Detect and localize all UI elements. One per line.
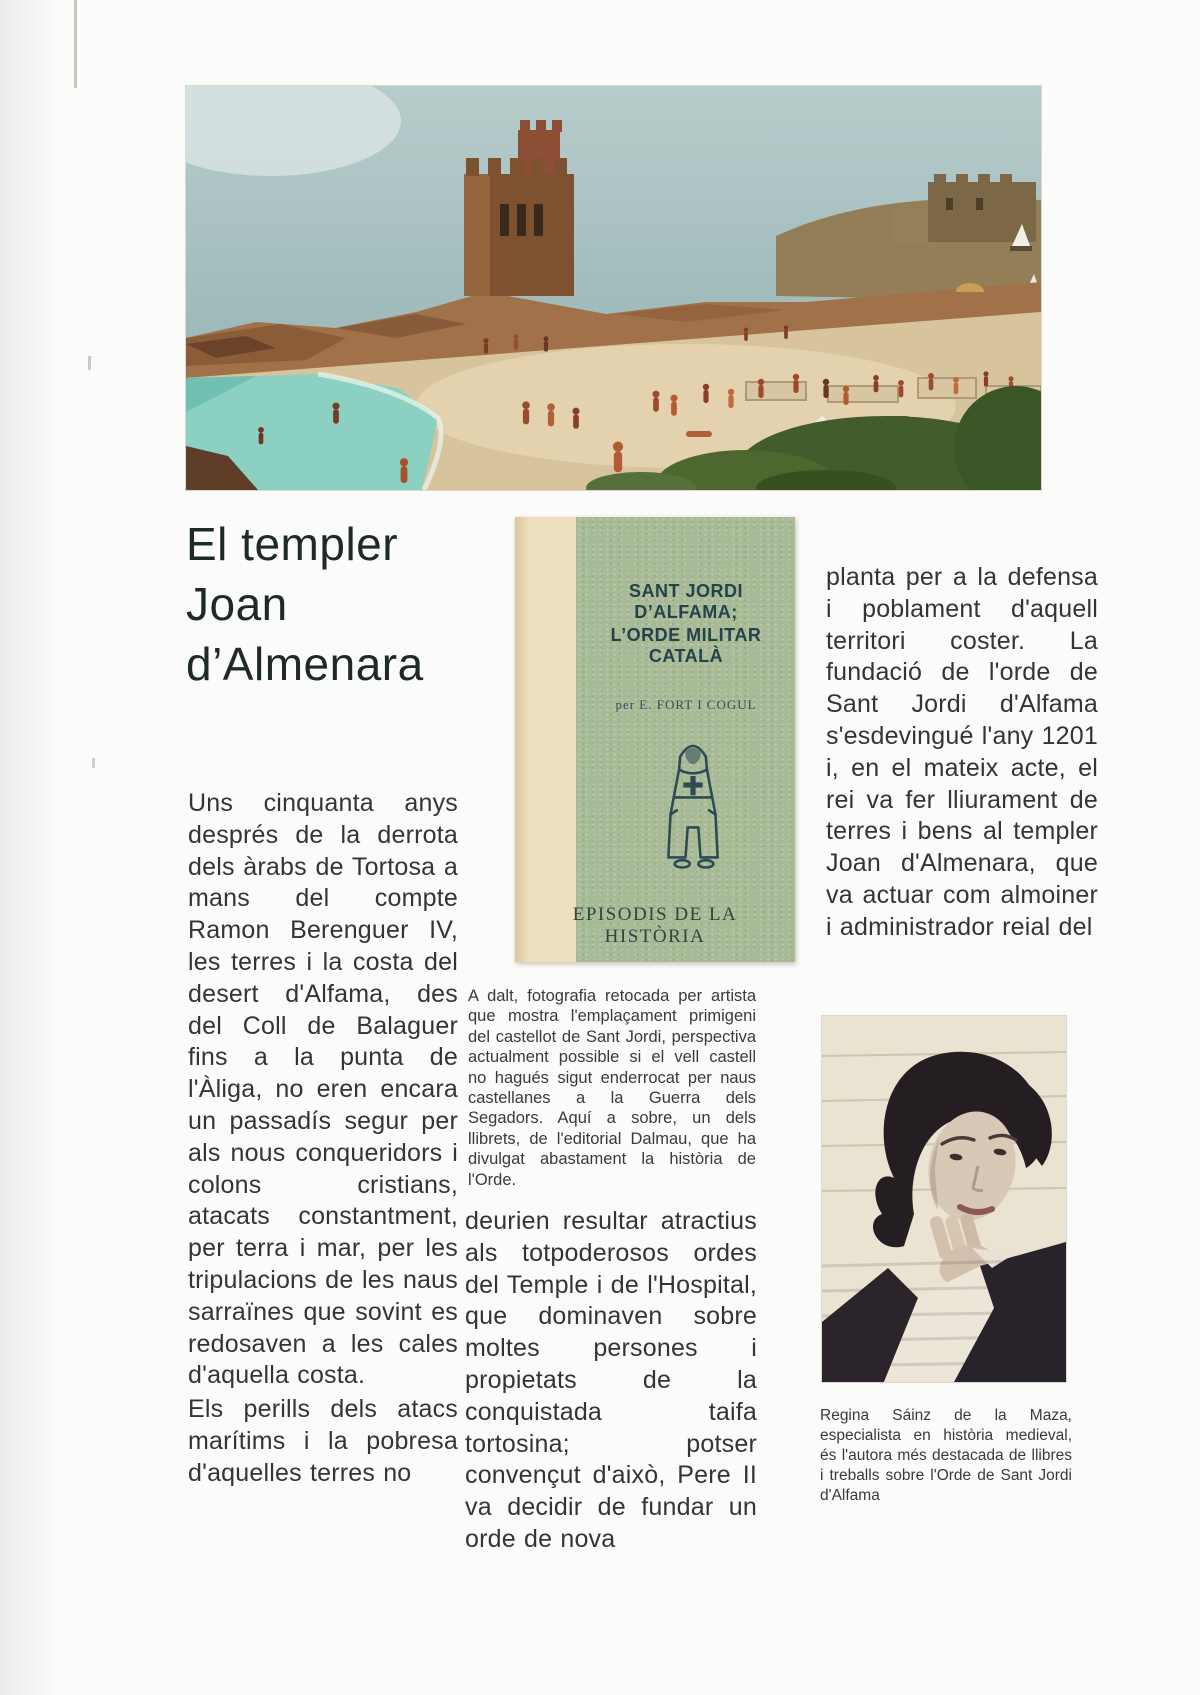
scan-artifact-line <box>74 0 77 88</box>
scan-artifact-tick <box>92 758 95 768</box>
left-column-paragraph-1: Uns cinquanta anys després de la derrota dels àrabs de Tortosa a mans del compte Ramon Berenguer IV, les terres i la costa del desert d'Alfama, des del Coll de Balaguer fins a la punta de l'Àliga, no eren encara un passadís segur per als nous conqueridors i colons cristians, atacats constantment, per terra i mar, per les tripulacions de les naus sarraïnes que sovint es redosaven a les cales d'aquella costa. <box>188 789 458 1390</box>
book-cover <box>515 517 795 962</box>
beach-castle-illustration <box>186 86 1041 490</box>
book-title-line1: SANT JORDI D’ALFAMA; <box>628 581 743 622</box>
scan-artifact-tick <box>88 356 91 370</box>
book-series-title: EPISODIS DE LA HISTÒRIA <box>572 904 738 947</box>
article-title-line: El templer <box>186 518 399 570</box>
portrait-caption: Regina Sáinz de la Maza, especialista en història medieval, és l'autora més destacada de llibres i treballs sobre l'Orde de Sant Jordi d'Alfama <box>820 1407 1072 1504</box>
article-title-line: Joan <box>186 578 288 630</box>
middle-column-paragraph: deurien resultar atractius als totpoderosos ordes del Temple i de l'Hospital, que dominaven sobre moltes persones i propietats de la conquistada taifa tortosina; potser convençut d'això, Pere II va decidir de fundar un orde de nova <box>465 1207 757 1553</box>
book-spine <box>515 517 576 962</box>
right-column-paragraph: planta per a la defensa i poblament d'aquell territori coster. La fundació de l'orde de Sant Jordi d'Alfama s'esdevingué l'any 1201 i, en el mateix acte, el rei va fer lliurament de terres i bens al templer Joan d'Almenara, que va actuar com almoiner i administrador reial del <box>826 563 1098 941</box>
regina-portrait-photo <box>822 1016 1066 1382</box>
portrait-illustration <box>822 1016 1066 1382</box>
article-title-line: d’Almenara <box>186 638 424 690</box>
book-author: per E. FORT I COGUL <box>615 697 757 712</box>
beach-castle-photo <box>186 86 1041 490</box>
scan-edge-shade <box>0 0 60 1695</box>
book-title-line2: L’ORDE MILITAR CATALÀ <box>610 625 762 666</box>
book-caption: A dalt, fotografia retocada per artista que mostra l'emplaçament primigeni del castellot de Sant Jordi, perspectiva actualment possible si el vell castell no hagués sigut enderrocat per naus castellanes a la Guerra dels Segadors. Aquí a sobre, un dels llibrets, de l'editorial Dalmau, que ha divulgat abastament la història de l'Orde. <box>468 987 756 1189</box>
templar-monk-drawing <box>633 731 753 881</box>
left-column-paragraph-2: Els perills dels atacs marítims i la pobresa d'aquelles terres no <box>188 1395 458 1487</box>
article-title <box>186 514 424 694</box>
